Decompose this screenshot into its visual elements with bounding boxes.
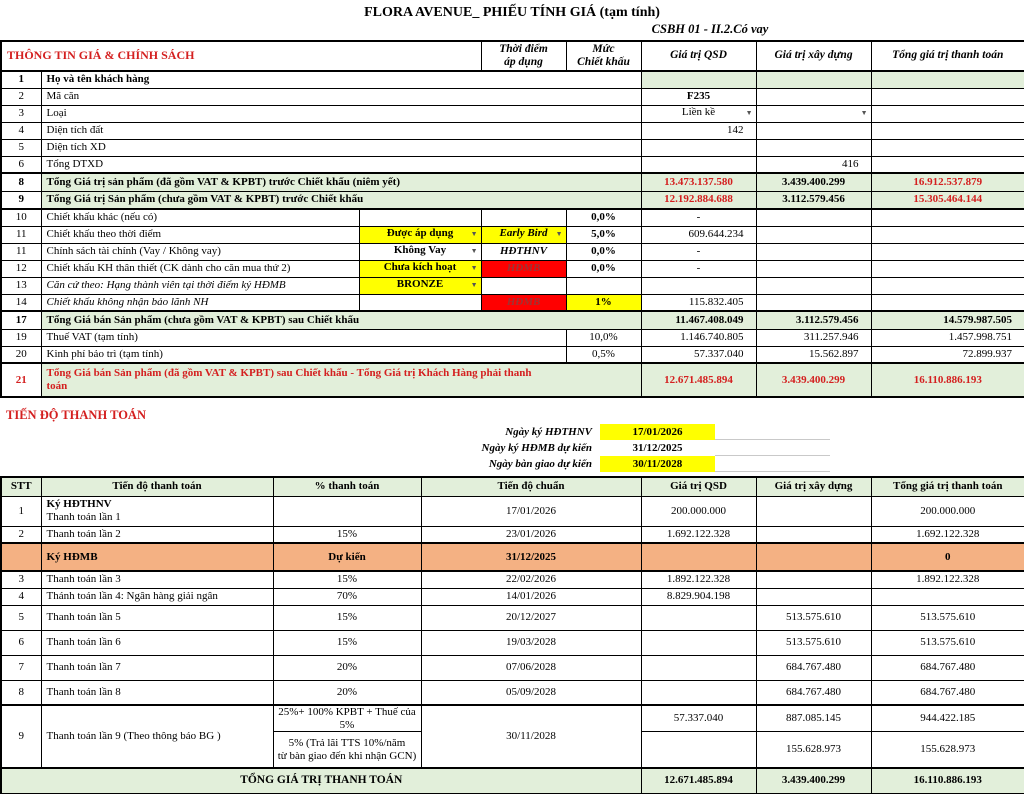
label-tong-dtxd: Tổng DTXD — [41, 156, 641, 173]
table-row — [1, 88, 1024, 105]
date-value: 31/12/2025 — [632, 442, 683, 454]
row-number: 19 — [1, 329, 41, 346]
section1-heading: THÔNG TIN GIÁ & CHÍNH SÁCH — [1, 41, 481, 71]
value-qsd — [641, 630, 756, 655]
value-xay-dung: 311.257.946 — [756, 329, 871, 346]
value-tong — [871, 243, 1024, 260]
hdmb-cell: HĐMB — [481, 294, 566, 311]
percent-cell: 15% — [273, 571, 421, 588]
date-underline — [715, 424, 830, 440]
table-row — [1, 277, 1024, 294]
value-xay-dung — [756, 226, 871, 243]
col-header-gia-tri-qsd: Giá trị QSD — [641, 477, 756, 496]
value-tong — [871, 277, 1024, 294]
percent-cell: 20% — [273, 680, 421, 705]
value-tong — [871, 156, 1024, 173]
label-dot-thanh-toan: Thanh toán lần 3 — [41, 571, 273, 588]
value-qsd: - — [641, 209, 756, 226]
date-value: 30/11/2028 — [600, 456, 715, 472]
discount-rate: 0,0% — [566, 260, 641, 277]
table-row — [1, 311, 1024, 329]
row-number: 17 — [1, 311, 41, 329]
key-dates — [0, 424, 1024, 472]
vat-rate: 10,0% — [566, 329, 641, 346]
label-tong-phai-thanh-toan: Tổng Giá bán Sản phẩm (đã gồm VAT & KPBT) sau Chiết khấu - Tổng Giá trị Khách Hàng phải thanh toán — [41, 363, 641, 397]
value-xay-dung: 3.439.400.299 — [756, 768, 871, 794]
table-row — [1, 705, 1024, 732]
table-row — [1, 543, 1024, 571]
label-dien-tich-xd: Diện tích XD — [41, 139, 641, 156]
label-hang-thanh-vien: Căn cứ theo: Hạng thành viên tại thời điểm ký HĐMB — [41, 277, 359, 294]
row-number: 12 — [1, 260, 41, 277]
value-tong: 684.767.480 — [871, 680, 1024, 705]
value-tong — [871, 71, 1024, 88]
percent-cell: 15% — [273, 526, 421, 543]
value-tong — [871, 105, 1024, 122]
value-tong — [871, 209, 1024, 226]
table-row — [1, 655, 1024, 680]
xay-dung-dropdown[interactable] — [756, 105, 871, 122]
value-xay-dung: 513.575.610 — [756, 605, 871, 630]
value-xay-dung — [756, 496, 871, 526]
row-number: 11 — [1, 226, 41, 243]
row-number: 3 — [1, 105, 41, 122]
date-cell: 20/12/2027 — [421, 605, 641, 630]
col-header-gia-tri-xay-dung: Giá trị xây dựng — [756, 41, 871, 71]
discount-rate: 1% — [566, 294, 641, 311]
value-qsd: 115.832.405 — [641, 294, 756, 311]
value-xay-dung — [756, 294, 871, 311]
label-ky-hdmb: Ký HĐMB — [41, 543, 273, 571]
value-tong: 513.575.610 — [871, 630, 1024, 655]
value-qsd: 609.644.234 — [641, 226, 756, 243]
value-xay-dung: 684.767.480 — [756, 655, 871, 680]
label-thue-vat: Thuế VAT (tạm tính) — [41, 329, 566, 346]
table-row — [1, 496, 1024, 526]
label-dien-tich-dat: Diện tích đất — [41, 122, 641, 139]
value-qsd — [641, 543, 756, 571]
row-number: 6 — [1, 156, 41, 173]
col-header-phan-tram: % thanh toán — [273, 477, 421, 496]
value-tong: 16.110.886.193 — [871, 768, 1024, 794]
value-qsd: - — [641, 260, 756, 277]
value-qsd: 8.829.904.198 — [641, 588, 756, 605]
value-tong — [871, 88, 1024, 105]
value-qsd — [641, 156, 756, 173]
label-ck-kh-than-thiet: Chiết khấu KH thân thiết (CK dành cho căn mua thứ 2) — [41, 260, 359, 277]
col-header-tien-do: Tiến độ thanh toán — [41, 477, 273, 496]
discount-rate: 5,0% — [566, 226, 641, 243]
date-cell: 05/09/2028 — [421, 680, 641, 705]
value-xay-dung — [756, 543, 871, 571]
table-row — [1, 526, 1024, 543]
value-qsd: 13.473.137.580 — [641, 173, 756, 191]
label-tong-gia-tri-niem-yet: Tổng Giá trị sản phẩm (đã gồm VAT & KPBT) trước Chiết khấu (niêm yết) — [41, 173, 641, 191]
table-row — [1, 173, 1024, 191]
label-ck-khong-bao-lanh: Chiết khấu không nhận bảo lãnh NH — [41, 294, 359, 311]
value-tong — [871, 226, 1024, 243]
percent-cell: 25%+ 100% KPBT + Thuế của 5% — [273, 705, 421, 732]
table-row — [1, 477, 1024, 496]
value-qsd: 200.000.000 — [641, 496, 756, 526]
dropdown-arrow-icon[interactable]: ▼ — [470, 264, 478, 272]
discount-period-cell — [481, 277, 566, 294]
row-number: 7 — [1, 655, 41, 680]
value-xay-dung — [756, 571, 871, 588]
date-cell: 31/12/2025 — [421, 543, 641, 571]
value-xay-dung: 15.562.897 — [756, 346, 871, 363]
value-qsd: 1.692.122.328 — [641, 526, 756, 543]
value-xay-dung: 684.767.480 — [756, 680, 871, 705]
row-number: 1 — [1, 496, 41, 526]
value-xay-dung — [756, 88, 871, 105]
discount-rate: 0,0% — [566, 243, 641, 260]
date-cell: 23/01/2026 — [421, 526, 641, 543]
label-dot-thanh-toan: Thanh toán lần 9 (Theo thông báo BG ) — [41, 705, 273, 768]
value-xay-dung — [756, 277, 871, 294]
value-qsd: 57.337.040 — [641, 705, 756, 732]
label-dot-thanh-toan: Thanh toán lần 5 — [41, 605, 273, 630]
value-xay-dung: 513.575.610 — [756, 630, 871, 655]
value-tong: 944.422.185 — [871, 705, 1024, 732]
col-header-gia-tri-qsd: Giá trị QSD — [641, 41, 756, 71]
row-number: 21 — [1, 363, 41, 397]
value-xay-dung — [756, 588, 871, 605]
value-tong — [871, 260, 1024, 277]
table-row — [1, 260, 1024, 277]
discount-rate: 0,0% — [566, 209, 641, 226]
loai-dropdown[interactable]: ▼ Liền kề — [641, 105, 756, 122]
value-qsd: 1.892.122.328 — [641, 571, 756, 588]
maintenance-rate: 0,5% — [566, 346, 641, 363]
date-underline — [715, 440, 830, 456]
col-header-tien-do-chuan: Tiến độ chuẩn — [421, 477, 641, 496]
label-chinh-sach-tai-chinh: Chính sách tài chính (Vay / Không vay) — [41, 243, 359, 260]
value-tong: 1.892.122.328 — [871, 571, 1024, 588]
price-info-table — [0, 40, 1024, 398]
value-tong: 15.305.464.144 — [871, 191, 1024, 209]
hdmb-cell: HĐMB — [481, 260, 566, 277]
value-tong: 155.628.973 — [871, 732, 1024, 768]
label-dot-thanh-toan: Thanh toán lần 2 — [41, 526, 273, 543]
date-cell: 17/01/2026 — [421, 496, 641, 526]
label-dot-thanh-toan: Thanh toán lần 7 — [41, 655, 273, 680]
date-row — [0, 440, 1024, 456]
table-row — [1, 71, 1024, 88]
table-row — [1, 630, 1024, 655]
label-chiet-khau-thoi-diem: Chiết khấu theo thời điểm — [41, 226, 359, 243]
t2-grid — [0, 476, 1024, 794]
value-qsd: - — [641, 243, 756, 260]
row-number: 5 — [1, 605, 41, 630]
table-row — [1, 329, 1024, 346]
table-row — [1, 105, 1024, 122]
table-row — [1, 156, 1024, 173]
policy-subtitle: CSBH 01 - II.2.Có vay — [651, 22, 769, 36]
percent-cell — [273, 496, 421, 526]
value-qsd: 57.337.040 — [641, 346, 756, 363]
value-xay-dung — [756, 260, 871, 277]
value-tong — [871, 294, 1024, 311]
date-cell: 14/01/2026 — [421, 588, 641, 605]
value-tong: 200.000.000 — [871, 496, 1024, 526]
table-row — [1, 588, 1024, 605]
table-row — [1, 346, 1024, 363]
label-chiet-khau-khac: Chiết khấu khác (nếu có) — [41, 209, 359, 226]
value-tong: 72.899.937 — [871, 346, 1024, 363]
date-cell: 19/03/2028 — [421, 630, 641, 655]
table-row — [1, 363, 1024, 397]
table-row — [1, 139, 1024, 156]
discount-option-cell — [359, 294, 481, 311]
discount-rate — [566, 277, 641, 294]
percent-cell: 20% — [273, 655, 421, 680]
percent-cell: Dự kiến — [273, 543, 421, 571]
value-tong: 16.912.537.879 — [871, 173, 1024, 191]
col-header-gia-tri-xay-dung: Giá trị xây dựng — [756, 477, 871, 496]
value-xay-dung: 3.112.579.456 — [756, 191, 871, 209]
date-cell: 22/02/2026 — [421, 571, 641, 588]
value-tong: 513.575.610 — [871, 605, 1024, 630]
payment-schedule-table — [0, 476, 1024, 794]
table-row — [1, 122, 1024, 139]
value-dien-tich-dat: 142 — [641, 122, 756, 139]
row-number: 13 — [1, 277, 41, 294]
col-header-tong-gia-tri-thanh-toan: Tổng giá trị thanh toán — [871, 41, 1024, 71]
row-number: 9 — [1, 191, 41, 209]
label-ma-can: Mã căn — [41, 88, 641, 105]
label-loai: Loại — [41, 105, 641, 122]
dropdown-arrow-icon[interactable]: ▼ — [470, 230, 478, 238]
row-number: 4 — [1, 122, 41, 139]
percent-cell: 5% (Trả lãi TTS 10%/năm từ bàn giao đến khi nhận GCN) — [273, 732, 421, 768]
row-number: 9 — [1, 705, 41, 768]
label-dot-thanh-toan: Thanh toán lần 8 — [41, 680, 273, 705]
value-tong-dtxd: 416 — [756, 156, 871, 173]
label-dot-thanh-toan: Thanh toán lần 6 — [41, 630, 273, 655]
value-qsd: 1.146.740.805 — [641, 329, 756, 346]
table-row — [1, 605, 1024, 630]
row-number: 10 — [1, 209, 41, 226]
date-row — [0, 424, 1024, 440]
row-number: 8 — [1, 680, 41, 705]
row-number: 5 — [1, 139, 41, 156]
membership-dropdown[interactable]: ▼ BRONZE — [359, 277, 481, 294]
value-tong: 0 — [871, 543, 1024, 571]
label-tong-gia-tri-truoc-ck: Tổng Giá trị Sản phẩm (chưa gồm VAT & KPBT) trước Chiết khấu — [41, 191, 641, 209]
value-qsd — [641, 139, 756, 156]
date-label: Ngày ký HĐTHNV — [505, 426, 592, 438]
value-qsd: 12.671.485.894 — [641, 363, 756, 397]
value-qsd — [641, 605, 756, 630]
hdthnv-cell: HĐTHNV — [481, 243, 566, 260]
date-row — [0, 456, 1024, 472]
table-row — [1, 191, 1024, 209]
value-xay-dung — [756, 139, 871, 156]
value-xay-dung — [756, 122, 871, 139]
row-number: 6 — [1, 630, 41, 655]
vay-dropdown[interactable]: ▼ Không Vay — [359, 243, 481, 260]
date-underline — [715, 456, 830, 472]
row-number: 14 — [1, 294, 41, 311]
value-qsd — [641, 655, 756, 680]
row-number: 11 — [1, 243, 41, 260]
value-tong: 684.767.480 — [871, 655, 1024, 680]
dropdown-arrow-icon[interactable]: ▼ — [470, 247, 478, 255]
value-tong — [871, 139, 1024, 156]
table-row — [1, 209, 1024, 226]
label-kinh-phi-bao-tri: Kinh phí bảo trì (tạm tính) — [41, 346, 566, 363]
label-dot-thanh-toan: Thánh toán lần 4: Ngân hàng giải ngân — [41, 588, 273, 605]
col-header-stt: STT — [1, 477, 41, 496]
row-number: 8 — [1, 173, 41, 191]
percent-cell: 70% — [273, 588, 421, 605]
date-value: 17/01/2026 — [600, 424, 715, 440]
table-row — [1, 680, 1024, 705]
value-xay-dung: 887.085.145 — [756, 705, 871, 732]
percent-cell: 15% — [273, 630, 421, 655]
col-header-thoi-diem-ap-dung: Thời điểm áp dụng — [481, 41, 566, 71]
date-label: Ngày bàn giao dự kiến — [488, 458, 592, 470]
value-qsd — [641, 71, 756, 88]
value-tong — [871, 588, 1024, 605]
page-title: FLORA AVENUE_ PHIẾU TÍNH GIÁ (tạm tính) — [364, 5, 660, 20]
row-number: 1 — [1, 71, 41, 88]
row-number: 2 — [1, 88, 41, 105]
table-row — [1, 294, 1024, 311]
value-qsd — [641, 732, 756, 768]
early-bird-dropdown[interactable]: ▼ Early Bird — [481, 226, 566, 243]
value-xay-dung — [756, 71, 871, 88]
label-ho-ten-khach-hang: Họ và tên khách hàng — [41, 71, 641, 88]
value-xay-dung — [756, 526, 871, 543]
dropdown-arrow-icon[interactable]: ▼ — [470, 281, 478, 289]
kich-hoat-dropdown[interactable]: ▼ Chưa kích hoạt — [359, 260, 481, 277]
grand-total-label: TỔNG GIÁ TRỊ THANH TOÁN — [1, 768, 641, 794]
row-number: 4 — [1, 588, 41, 605]
table-row — [1, 243, 1024, 260]
row-number: 20 — [1, 346, 41, 363]
value-qsd: 11.467.408.049 — [641, 311, 756, 329]
percent-cell: 15% — [273, 605, 421, 630]
value-xay-dung — [756, 209, 871, 226]
label-tong-gia-ban-sau-ck: Tổng Giá bán Sản phẩm (chưa gồm VAT & KPBT) sau Chiết khấu — [41, 311, 641, 329]
value-tong: 14.579.987.505 — [871, 311, 1024, 329]
value-qsd: 12.192.884.688 — [641, 191, 756, 209]
discount-option-cell — [359, 209, 481, 226]
col-header-tong-gia-tri: Tổng giá trị thanh toán — [871, 477, 1024, 496]
row-number: 3 — [1, 571, 41, 588]
value-ma-can: F235 — [641, 88, 756, 105]
table-row — [1, 226, 1024, 243]
value-xay-dung — [756, 243, 871, 260]
value-qsd — [641, 277, 756, 294]
date-cell: 30/11/2028 — [421, 705, 641, 768]
value-tong: 1.692.122.328 — [871, 526, 1024, 543]
date-label: Ngày ký HĐMB dự kiến — [481, 442, 592, 454]
value-tong: 1.457.998.751 — [871, 329, 1024, 346]
dropdown-arrow-icon[interactable]: ▼ — [745, 109, 753, 117]
col-header-muc-chiet-khau: Mức Chiết khấu — [566, 41, 641, 71]
dropdown-arrow-icon[interactable]: ▼ — [555, 230, 563, 238]
t1-grid — [0, 40, 1024, 398]
date-cell: 07/06/2028 — [421, 655, 641, 680]
label-dot-thanh-toan: Ký HĐTHNV Thanh toán lần 1 — [41, 496, 273, 526]
value-xay-dung: 3.439.400.299 — [756, 363, 871, 397]
row-number — [1, 543, 41, 571]
table-row — [1, 571, 1024, 588]
discount-period-cell — [481, 209, 566, 226]
payment-schedule-heading: TIẾN ĐỘ THANH TOÁN — [6, 408, 146, 422]
value-tong: 16.110.886.193 — [871, 363, 1024, 397]
dropdown-arrow-icon[interactable]: ▼ — [860, 109, 868, 117]
value-xay-dung: 3.439.400.299 — [756, 173, 871, 191]
value-tong — [871, 122, 1024, 139]
table-row — [1, 41, 1024, 71]
value-qsd: 12.671.485.894 — [641, 768, 756, 794]
value-qsd — [641, 680, 756, 705]
row-number: 2 — [1, 526, 41, 543]
value-xay-dung: 155.628.973 — [756, 732, 871, 768]
ck-thoi-diem-dropdown[interactable]: ▼ Được áp dụng — [359, 226, 481, 243]
table-row — [1, 768, 1024, 794]
value-xay-dung: 3.112.579.456 — [756, 311, 871, 329]
